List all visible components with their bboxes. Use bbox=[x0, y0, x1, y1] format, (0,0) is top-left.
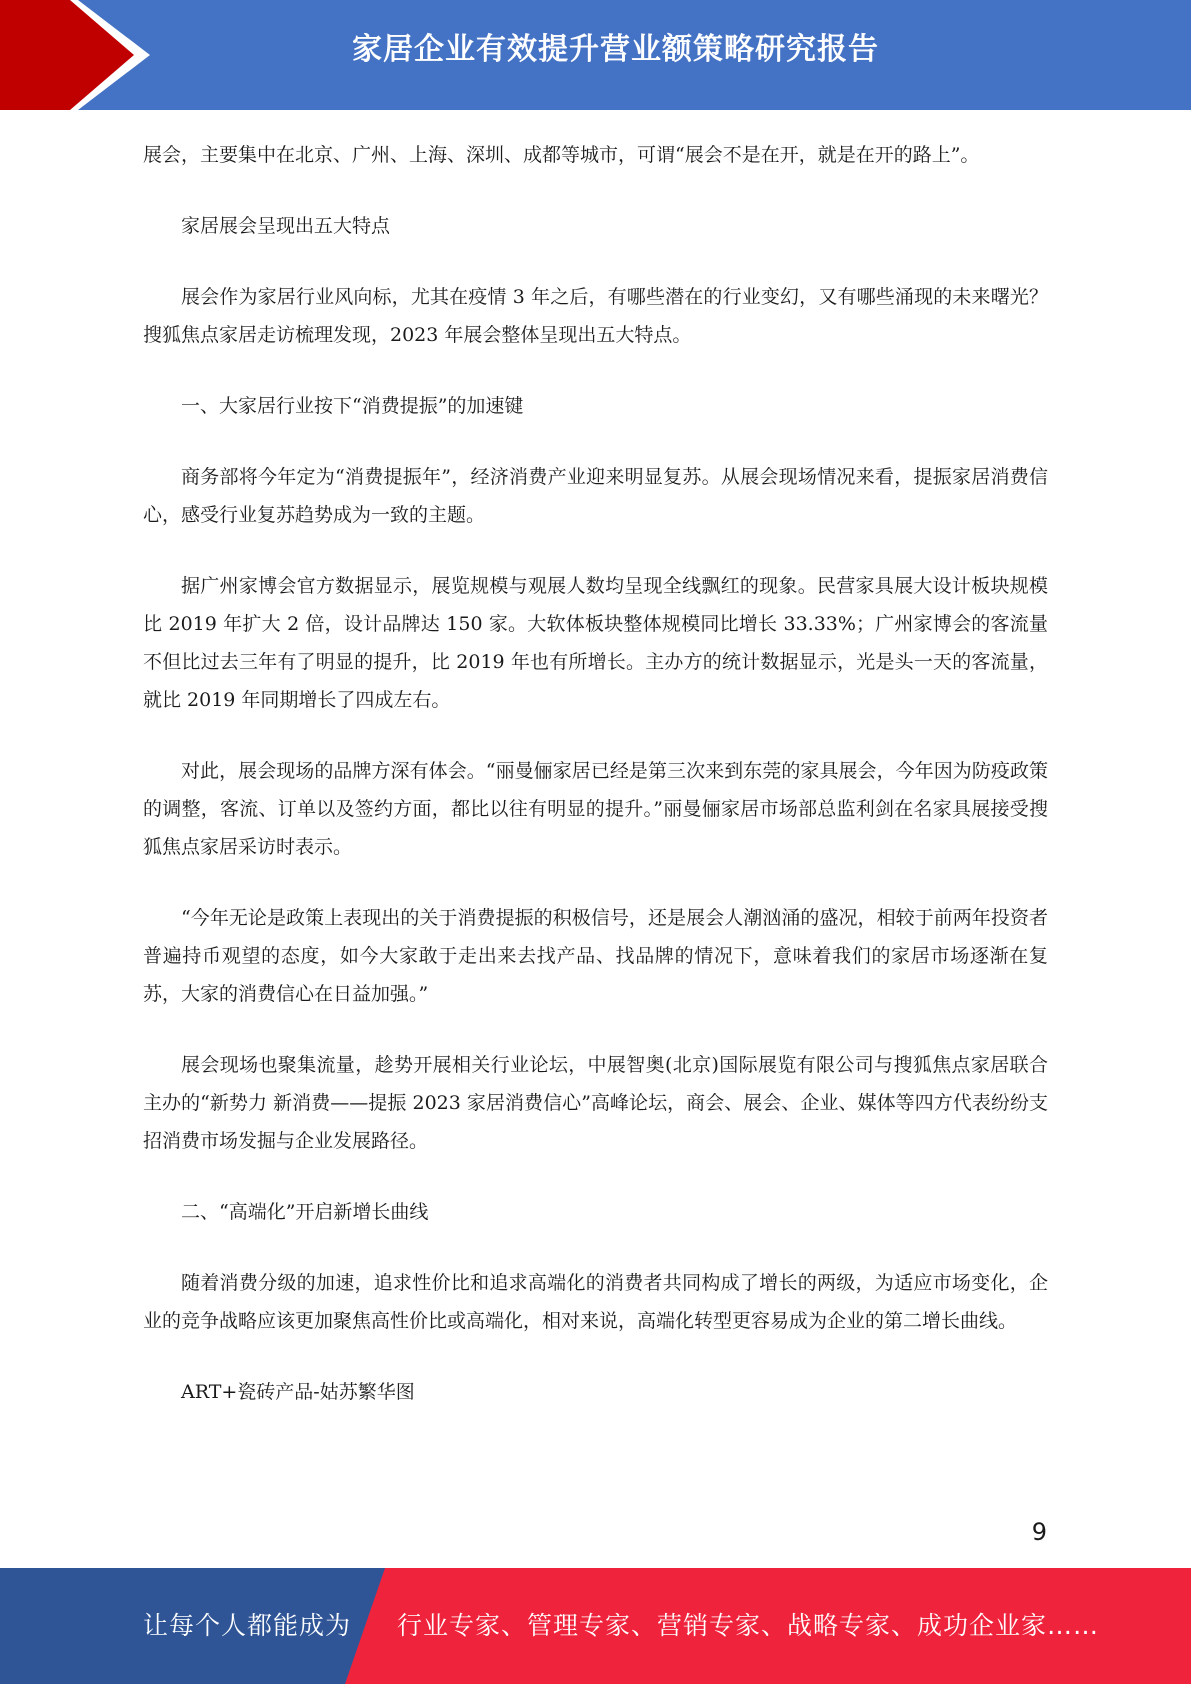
paragraph-7: 展会现场也聚集流量，趁势开展相关行业论坛，中展智奥(北京)国际展览有限公司与搜狐焦点家居联合主办的“新势力 新消费——提振 2023 家居消费信心”高峰论坛，商会、展会、企业、媒体等四方代表纷纷支招消费市场发掘与企业发展路径。 bbox=[143, 1054, 1048, 1152]
section-heading-1: 一、大家居行业按下“消费提振”的加速键 bbox=[181, 395, 524, 417]
document-body bbox=[143, 136, 1048, 1411]
section-heading-features: 家居展会呈现出五大特点 bbox=[181, 215, 391, 237]
paragraph-5: 对此，展会现场的品牌方深有体会。“丽曼俪家居已经是第三次来到东莞的家具展会，今年因为防疫政策的调整，客流、订单以及签约方面，都比以往有明显的提升。”丽曼俪家居市场部总监利剑在名家具展接受搜狐焦点家居采访时表示。 bbox=[143, 760, 1048, 858]
page-header bbox=[0, 0, 1191, 110]
page-footer bbox=[0, 1568, 1191, 1684]
paragraph-4: 据广州家博会官方数据显示，展览规模与观展人数均呈现全线飘红的现象。民营家具展大设计板块规模比 2019 年扩大 2 倍，设计品牌达 150 家。大软体板块整体规模同比增长 33.33%；广州家博会的客流量不但比过去三年有了明显的提升，比 2019 年也有所增长。主办方的统计数据显示，光是头一天的客流量，就比 2019 年同期增长了四成左右。 bbox=[143, 575, 1048, 711]
footer-slogan-right: 行业专家、管理专家、营销专家、战略专家、成功企业家…… bbox=[397, 1611, 1100, 1640]
paragraph-3: 商务部将今年定为“消费提振年”，经济消费产业迎来明显复苏。从展会现场情况来看，提振家居消费信心，感受行业复苏趋势成为一致的主题。 bbox=[143, 466, 1048, 526]
paragraph-8: 随着消费分级的加速，追求性价比和追求高端化的消费者共同构成了增长的两级，为适应市场变化，企业的竞争战略应该更加聚焦高性价比或高端化，相对来说，高端化转型更容易成为企业的第二增长曲线。 bbox=[143, 1272, 1048, 1332]
paragraph-6: “今年无论是政策上表现出的关于消费提振的积极信号，还是展会人潮汹涌的盛况，相较于前两年投资者普遍持币观望的态度，如今大家敢于走出来去找产品、找品牌的情况下，意味着我们的家居市场逐渐在复苏，大家的消费信心在日益加强。” bbox=[143, 907, 1048, 1005]
paragraph-2: 展会作为家居行业风向标，尤其在疫情 3 年之后，有哪些潜在的行业变幻，又有哪些涌现的未来曙光？搜狐焦点家居走访梳理发现，2023 年展会整体呈现出五大特点。 bbox=[143, 286, 1048, 346]
report-title: 家居企业有效提升营业额策略研究报告 bbox=[352, 32, 879, 67]
image-caption: ART+瓷砖产品-姑苏繁华图 bbox=[181, 1381, 415, 1403]
page-number: 9 bbox=[1031, 1518, 1047, 1546]
header-red-chevron bbox=[70, 0, 134, 110]
section-heading-2: 二、“高端化”开启新增长曲线 bbox=[181, 1201, 429, 1223]
header-red-block bbox=[0, 0, 70, 110]
footer-slogan-left: 让每个人都能成为 bbox=[143, 1611, 352, 1640]
paragraph-1: 展会，主要集中在北京、广州、上海、深圳、成都等城市，可谓“展会不是在开，就是在开的路上”。 bbox=[143, 144, 980, 166]
